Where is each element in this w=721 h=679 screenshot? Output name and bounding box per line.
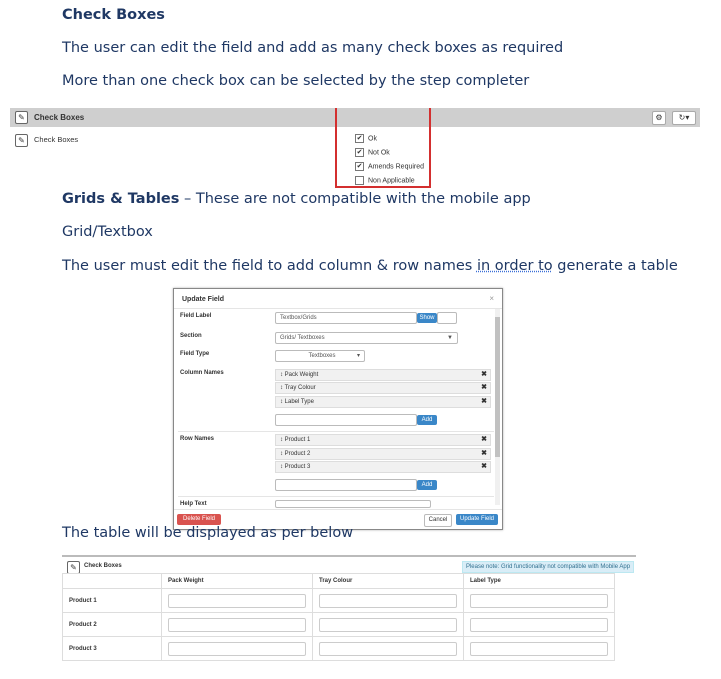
paragraph-table-display: The table will be displayed as per below: [62, 525, 354, 541]
section-select[interactable]: Grids/ Textboxes ▼: [275, 332, 458, 344]
table-row: [63, 589, 615, 613]
checkbox-option[interactable]: ✔ Amends Required: [356, 163, 425, 171]
row-name-chip[interactable]: ↕ Product 2 ✖: [275, 448, 491, 460]
table-header-title: Check Boxes: [84, 563, 122, 569]
drag-handle-icon: ↕: [280, 451, 285, 457]
edit-icon[interactable]: ✎: [67, 561, 80, 574]
row-header: Product 2: [63, 613, 162, 637]
divider: [174, 509, 502, 510]
column-name-input[interactable]: [275, 414, 417, 426]
cell-input[interactable]: [319, 594, 457, 608]
add-row-button[interactable]: Add: [417, 480, 437, 490]
column-names-label: Column Names: [180, 370, 224, 376]
cell-input[interactable]: [319, 618, 457, 632]
checkbox-checked-icon: ✔: [356, 135, 363, 142]
drag-handle-icon: ↕: [280, 399, 285, 405]
field-type-label: Field Type: [180, 351, 210, 357]
cell-input[interactable]: [168, 618, 306, 632]
update-field-button[interactable]: Update Field: [456, 514, 498, 525]
paragraph-edit-grid: The user must edit the field to add column & row names in order to generate a table: [62, 258, 678, 274]
heading-grids-tables: Grids & Tables – These are not compatible with the mobile app: [62, 191, 531, 207]
row-name-input[interactable]: [275, 479, 417, 491]
divider: [174, 308, 502, 309]
paragraph-edit-checkboxes: The user can edit the field and add as many check boxes as required: [62, 40, 564, 56]
table-cell: [464, 589, 615, 613]
checkbox-row-label: Check Boxes: [34, 135, 79, 144]
edit-icon[interactable]: ✎: [15, 111, 28, 124]
cancel-button[interactable]: Cancel: [424, 514, 452, 527]
mobile-compat-notice: Please note: Grid functionality not compatible with Mobile App: [462, 561, 634, 573]
column-name-chip[interactable]: ↕ Tray Colour ✖: [275, 382, 491, 394]
remove-icon: ✖: [481, 450, 487, 457]
divider: [178, 496, 494, 497]
checkbox-option[interactable]: ✔ Ok: [356, 135, 377, 143]
show-toggle[interactable]: [437, 312, 457, 324]
column-header: Pack Weight: [162, 574, 313, 589]
divider: [178, 431, 494, 432]
row-header: Product 3: [63, 637, 162, 661]
checkbox-header-title: Check Boxes: [34, 113, 85, 122]
remove-icon: ✖: [481, 384, 487, 391]
table-cell: [162, 589, 313, 613]
cell-input[interactable]: [470, 594, 608, 608]
table-header-row: [63, 574, 615, 589]
remove-icon: ✖: [481, 398, 487, 405]
dialog-scrollbar[interactable]: [495, 309, 500, 505]
heading-grid-textbox: Grid/Textbox: [62, 224, 153, 240]
settings-icon[interactable]: ⚙: [652, 111, 666, 125]
field-label-label: Field Label: [180, 313, 212, 319]
row-header: Product 1: [63, 589, 162, 613]
drag-handle-icon: ↕: [280, 372, 285, 378]
remove-icon: ✖: [481, 463, 487, 470]
checkbox-unchecked-icon: [355, 176, 364, 185]
divider: [62, 555, 636, 557]
column-name-chip[interactable]: ↕ Pack Weight ✖: [275, 369, 491, 381]
column-header: Label Type: [464, 574, 615, 589]
table-cell: [313, 637, 464, 661]
dialog-title: Update Field: [182, 296, 225, 303]
row-name-chip[interactable]: ↕ Product 3 ✖: [275, 461, 491, 473]
cell-input[interactable]: [168, 594, 306, 608]
table-cell: [313, 613, 464, 637]
row-name-chip[interactable]: ↕ Product 1 ✖: [275, 434, 491, 446]
scrollbar-thumb[interactable]: [495, 317, 500, 457]
cell-input[interactable]: [168, 642, 306, 656]
edit-icon[interactable]: ✎: [15, 134, 28, 147]
checkbox-checked-icon: ✔: [356, 149, 363, 156]
paragraph-multi-select: More than one check box can be selected by the step completer: [62, 73, 530, 89]
add-column-button[interactable]: Add: [417, 415, 437, 425]
drag-handle-icon: ↕: [280, 437, 285, 443]
checkbox-checked-icon: ✔: [356, 163, 363, 170]
remove-icon: ✖: [481, 436, 487, 443]
delete-field-button[interactable]: Delete Field: [177, 514, 221, 525]
grid-table-screenshot: [62, 555, 636, 667]
checkbox-field-screenshot: [10, 108, 700, 190]
heading-check-boxes: Check Boxes: [62, 7, 165, 23]
close-icon[interactable]: ×: [489, 294, 494, 303]
cell-input[interactable]: [319, 642, 457, 656]
section-label: Section: [180, 333, 202, 339]
row-names-label: Row Names: [180, 436, 215, 442]
remove-icon: ✖: [481, 371, 487, 378]
help-text-input[interactable]: [275, 500, 431, 508]
field-type-select[interactable]: Textboxes ▾: [275, 350, 365, 362]
drag-handle-icon: ↕: [280, 464, 285, 470]
field-label-input[interactable]: Textbox/Grids: [275, 312, 417, 324]
update-field-dialog: [173, 288, 503, 530]
grid-table: [62, 573, 615, 661]
checkbox-option[interactable]: Non Applicable: [355, 176, 415, 186]
table-cell: [162, 637, 313, 661]
show-button[interactable]: Show: [417, 313, 437, 323]
cell-input[interactable]: [470, 642, 608, 656]
refresh-dropdown-icon[interactable]: ↻▾: [672, 111, 696, 125]
column-name-chip[interactable]: ↕ Label Type ✖: [275, 396, 491, 408]
table-cell: [464, 613, 615, 637]
column-header: Tray Colour: [313, 574, 464, 589]
help-text-label: Help Text: [180, 501, 207, 507]
chevron-down-icon: ▾: [356, 353, 360, 359]
caret-down-icon: ▼: [447, 335, 453, 341]
table-cell: [313, 589, 464, 613]
table-cell: [464, 637, 615, 661]
checkbox-option[interactable]: ✔ Not Ok: [356, 149, 390, 157]
table-cell: [162, 613, 313, 637]
drag-handle-icon: ↕: [280, 385, 285, 391]
table-row: [63, 637, 615, 661]
table-row: [63, 613, 615, 637]
cell-input[interactable]: [470, 618, 608, 632]
table-corner-cell: [63, 574, 162, 589]
